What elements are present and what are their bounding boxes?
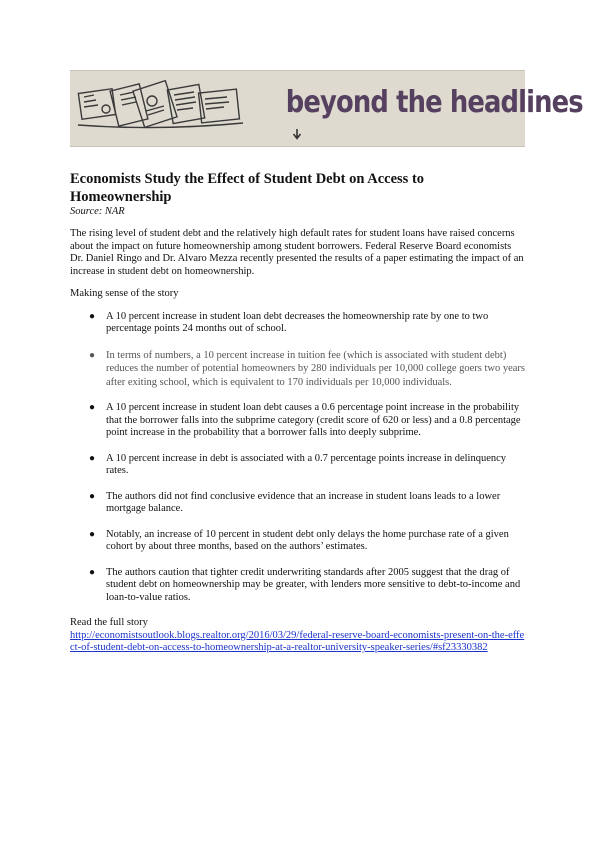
list-item <box>70 349 525 390</box>
bullet-icon: ● <box>89 402 96 413</box>
list-item-text: A 10 percent increase in debt is associated with a 0.7 percentage points increase in delinquency rates. <box>106 452 507 476</box>
bullet-icon: ● <box>89 528 96 540</box>
bullet-list <box>70 311 525 605</box>
list-item <box>70 311 525 336</box>
list-item <box>70 491 525 516</box>
list-item-text: In terms of numbers, a 10 percent increase in tuition fee (which is associated with student debt) reduces the number of potential homeowners by 280 individuals per 10,000 college goers two years after exiting school, which is equivalent to 170 individuals per 10,000 individuals. <box>106 349 526 388</box>
list-item-text: The authors caution that tighter credit underwriting standards after 2005 suggest that the drag of student debt on homeownership may be greater, with lenders more sensitive to debt-to-income and loan-to-value ratios. <box>106 566 521 603</box>
intro-paragraph: The rising level of student debt and the relatively high default rates for student loans have raised concerns about the impact on future homeownership among student borrowers. Federal Reserve Board economists Dr. Daniel Ringo and Dr. Alvaro Mezza recently presented the results of a paper estimating the impact of an increase in student debt on homeownership. <box>70 228 524 277</box>
article-source: Source: NAR <box>70 206 125 217</box>
down-arrow-icon <box>292 129 302 141</box>
list-item <box>70 567 525 605</box>
bullet-icon: ● <box>89 490 96 502</box>
bullet-icon: ● <box>89 452 96 464</box>
full-story-link[interactable]: http://economistsoutlook.blogs.realtor.org/2016/03/29/federal-reserve-board-economists-present-on-the-effect-of-student-debt-on-access-to-homeownership-at-a-realtor-university-speaker-series/#sf23330382 <box>70 629 525 653</box>
banner-title: beyond the headlines <box>285 85 583 120</box>
list-item-text: Notably, an increase of 10 percent in student debt only delays the home purchase rate of a given cohort by about three months, based on the authors’ estimates. <box>106 528 509 552</box>
article-title: Economists Study the Effect of Student Debt on Access to Homeownership <box>70 171 425 205</box>
list-item-text: A 10 percent increase in student loan debt decreases the homeownership rate by one to two percentage points 24 months out of school. <box>106 310 489 334</box>
newspaper-stack-icon <box>78 77 243 132</box>
bullet-icon: ● <box>89 349 96 361</box>
list-item <box>70 453 525 478</box>
list-item <box>70 529 525 554</box>
list-item <box>70 402 525 440</box>
bullet-icon: ● <box>89 310 96 322</box>
banner <box>70 70 583 147</box>
article <box>70 170 525 655</box>
section-label: Making sense of the story <box>70 288 179 299</box>
list-item-text: A 10 percent increase in student loan debt causes a 0.6 percentage point increase in the probability that the borrower falls into the subprime category (credit score of 620 or less) and a 0.8 percentage point increase in the probability that a borrower falls into deeply subprime. <box>106 402 521 438</box>
read-more-label: Read the full story <box>70 617 148 628</box>
bullet-icon: ● <box>89 566 96 578</box>
list-item-text: The authors did not find conclusive evidence that an increase in student loans leads to a lower mortgage balance. <box>106 490 501 514</box>
